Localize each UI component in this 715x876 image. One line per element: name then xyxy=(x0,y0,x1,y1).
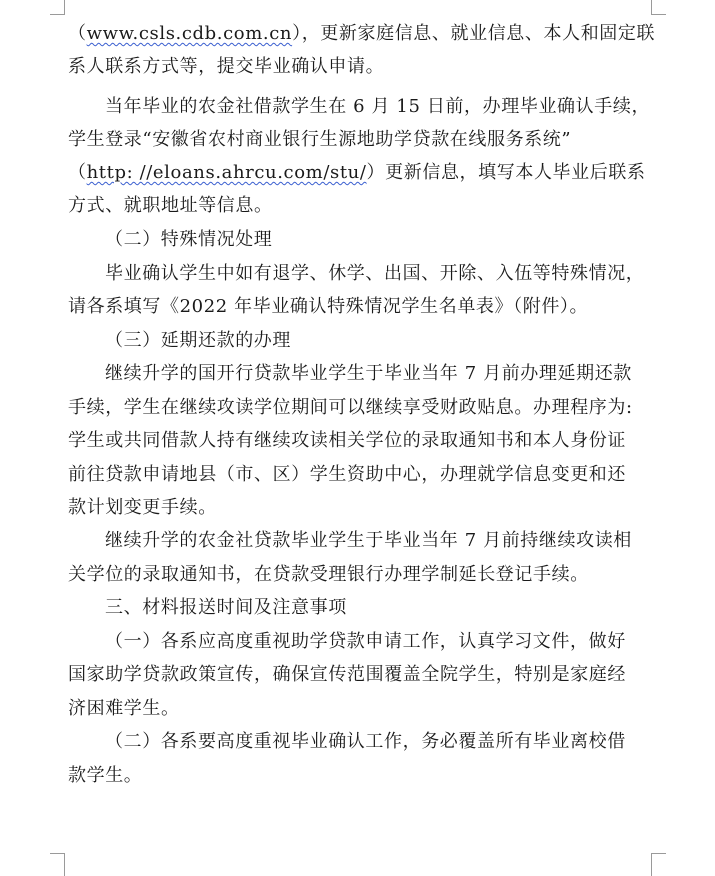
paragraph-first-line: 继续升学的农金社贷款毕业学生于毕业当年 7 月前持继续攻读相 xyxy=(105,530,632,551)
spellcheck-url: www.csls.cdb.com.cn xyxy=(86,23,293,44)
text-line: 款计划变更手续。 xyxy=(68,497,217,518)
paragraph-first-line: （二）各系要高度重视毕业确认工作，务必覆盖所有毕业离校借 xyxy=(105,731,626,752)
paragraph-first-line: （一）各系应高度重视助学贷款申请工作，认真学习文件，做好 xyxy=(105,631,626,652)
section-heading: （三）延期还款的办理 xyxy=(105,330,291,351)
text-line: 学生登录“安徽省农村商业银行生源地助学贷款在线服务系统” xyxy=(68,129,572,150)
paragraph-first-line: 当年毕业的农金社借款学生在 6 月 15 日前，办理毕业确认手续， xyxy=(105,96,651,117)
text-line: 国家助学贷款政策宣传，确保宣传范围覆盖全院学生，特别是家庭经 xyxy=(68,664,626,685)
text-span: ），更新家庭信息、就业信息、本人和固定联 xyxy=(292,23,656,44)
text-line: 系人联系方式等，提交毕业确认申请。 xyxy=(68,56,385,77)
text-span: （ xyxy=(68,23,87,44)
text-line: 手续，学生在继续攻读学位期间可以继续享受财政贴息。办理程序为: xyxy=(68,397,633,418)
text-line: 济困难学生。 xyxy=(68,698,180,719)
paragraph-first-line: 毕业确认学生中如有退学、休学、出国、开除、入伍等特殊情况， xyxy=(105,263,645,284)
text-line: 款学生。 xyxy=(68,765,143,786)
spellcheck-url: http: //eloans.ahrcu.com/stu/ xyxy=(86,162,367,183)
text-line xyxy=(68,22,655,46)
paragraph-first-line: 继续升学的国开行贷款毕业学生于毕业当年 7 月前办理延期还款 xyxy=(105,363,632,384)
text-span: （ xyxy=(68,162,87,183)
section-heading: （二）特殊情况处理 xyxy=(105,229,273,250)
text-span: ）更新信息，填写本人毕业后联系 xyxy=(366,162,646,183)
text-line: 方式、就职地址等信息。 xyxy=(68,195,273,216)
text-line: 请各系填写《2022 年毕业确认特殊情况学生名单表》（附件）。 xyxy=(68,296,589,317)
text-line: 关学位的录取通知书，在贷款受理银行办理学制延长登记手续。 xyxy=(68,564,589,585)
crop-mark-bottom-left xyxy=(50,853,65,876)
text-line: 前往贷款申请地县（市、区）学生资助中心，办理就学信息变更和还 xyxy=(68,464,626,485)
crop-mark-bottom-right xyxy=(651,853,666,876)
crop-mark-top-left xyxy=(50,0,65,15)
section-heading: 三、材料报送时间及注意事项 xyxy=(105,597,347,618)
text-line: 学生或共同借款人持有继续攻读相关学位的录取通知书和本人身份证 xyxy=(68,430,626,451)
crop-mark-top-right xyxy=(651,0,666,15)
text-line xyxy=(68,161,646,185)
